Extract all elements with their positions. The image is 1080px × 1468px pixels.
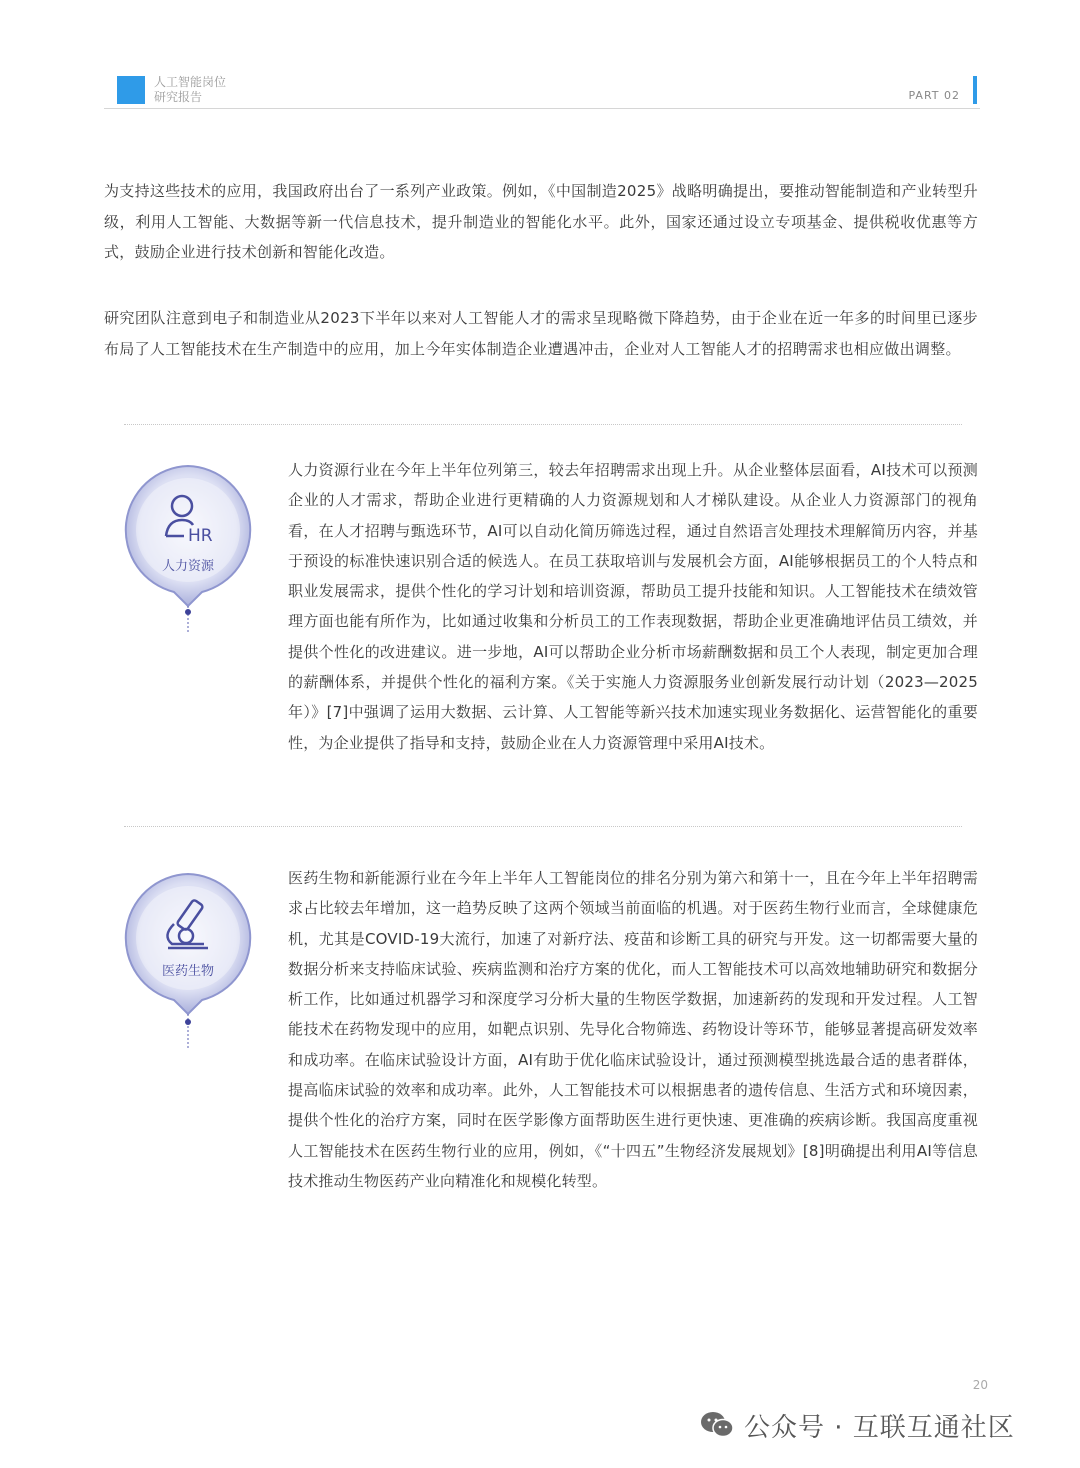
- body-paragraph-policy: 为支持这些技术的应用，我国政府出台了一系列产业政策。例如，《中国制造2025》战略明确提出，要推动智能制造和产业转型升级，利用人工智能、大数据等新一代信息技术，提升制造业的智能化水平。此外，国家还通过设立专项基金、提供税收优惠等方式，鼓励企业进行技术创新和智能化改造。: [104, 182, 978, 261]
- hr-person-icon: [162, 492, 218, 544]
- hr-badge-label: 人力资源: [161, 559, 214, 574]
- biomed-badge: [118, 860, 258, 1050]
- section-divider: [124, 826, 962, 827]
- hr-badge-shape: [118, 452, 258, 642]
- header-accent-bar: [973, 76, 977, 104]
- page-header: [104, 70, 980, 110]
- svg-text:HR: HR: [188, 526, 213, 544]
- header-divider: [104, 108, 980, 109]
- biomed-section-text: 医药生物和新能源行业在今年上半年人工智能岗位的排名分别为第六和第十一，且在今年上半年招聘需求占比较去年增加，这一趋势反映了这两个领域当前面临的机遇。对于医药生物行业而言，全球健康危机，尤其是COVID-19大流行，加速了对新疗法、疫苗和诊断工具的研究与开发。这一切都需要大量的数据分析来支持临床试验、疾病监测和治疗方案的优化，而人工智能技术可以高效地辅助研究和数据分析工作，比如通过机器学习和深度学习分析大量的生物医学数据，加速新药的发现和开发过程。人工智能技术在药物发现中的应用，如靶点识别、先导化合物筛选、药物设计等环节，能够显著提高研发效率和成功率。在临床试验设计方面，AI有助于优化临床试验设计，通过预测模型挑选最合适的患者群体，提高临床试验的效率和成功率。此外，人工智能技术可以根据患者的遗传信息、生活方式和环境因素，提供个性化的治疗方案，同时在医学影像方面帮助医生进行更快速、更准确的疾病诊断。我国高度重视人工智能技术在医药生物行业的应用，例如，《“十四五”生物经济发展规划》[8]明确提出利用AI等信息技术推动生物医药产业向精准化和规模化转型。: [288, 869, 978, 1190]
- wechat-icon: [700, 1410, 734, 1440]
- header-title-line2: 研究报告: [154, 90, 203, 104]
- hr-section-text: 人力资源行业在今年上半年位列第三，较去年招聘需求出现上升。从企业整体层面看，AI技术可以预测企业的人才需求，帮助企业进行更精确的人力资源规划和人才梯队建设。从企业人力资源部门的视角看，在人才招聘与甄选环节，AI可以自动化简历筛选过程，通过自然语言处理技术理解简历内容，并基于预设的标准快速识别合适的候选人。在员工获取培训与发展机会方面，AI能够根据员工的个人特点和职业发展需求，提供个性化的学习计划和培训资源，帮助员工提升技能和知识。人工智能技术在绩效管理方面也能有所作为，比如通过收集和分析员工的工作表现数据，帮助企业更准确地评估员工绩效，并提供个性化的改进建议。进一步地，AI可以帮助企业分析市场薪酬数据和员工个人表现，制定更加合理的薪酬体系，并提供个性化的福利方案。《关于实施人力资源服务业创新发展行动计划（2023—2025年）》[7]中强调了运用大数据、云计算、人工智能等新兴技术加速实现业务数据化、运营智能化的重要性，为企业提供了指导和支持，鼓励企业在人力资源管理中采用AI技术。: [288, 461, 978, 752]
- microscope-icon: [158, 896, 218, 952]
- report-logo-square: [117, 76, 145, 104]
- section-divider: [124, 424, 962, 425]
- biomed-badge-shape: [118, 860, 258, 1050]
- body-paragraph-manufacturing: 研究团队注意到电子和制造业从2023下半年以来对人工智能人才的需求呈现略微下降趋势，由于企业在近一年多的时间里已逐步布局了人工智能技术在生产制造中的应用，加上今年实体制造企业遭遇冲击，企业对人工智能人才的招聘需求也相应做出调整。: [104, 309, 978, 358]
- page-number: 20: [972, 1378, 988, 1392]
- biomed-badge-label: 医药生物: [161, 964, 214, 979]
- header-title-line1: 人工智能岗位: [154, 75, 227, 89]
- hr-badge: [118, 452, 258, 642]
- watermark: [700, 1405, 1015, 1445]
- watermark-text: 公众号 · 互联互通社区: [744, 1412, 1015, 1443]
- header-part-label: PART 02: [908, 89, 960, 102]
